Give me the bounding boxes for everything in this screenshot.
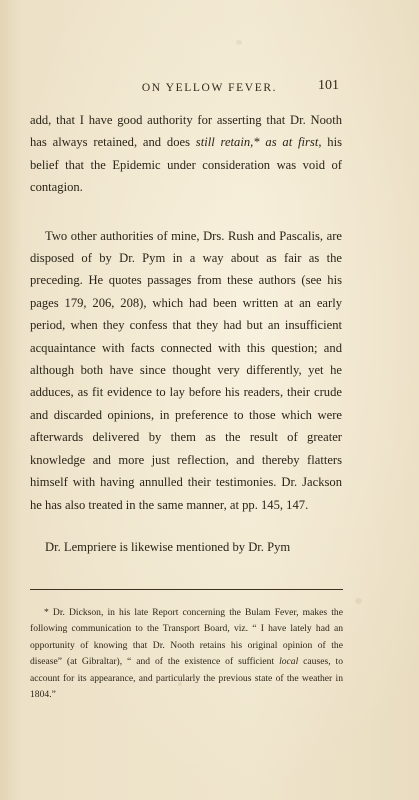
italic-phrase: as at	[259, 135, 299, 150]
paragraph-text: add, that I have good authority for asserting that Dr. Nooth has always retained, and does	[30, 113, 342, 150]
foxing-spot	[236, 40, 242, 45]
footnote-text	[30, 605, 343, 703]
italic-phrase: first,	[298, 135, 322, 150]
page-header	[0, 78, 419, 98]
footnote-text-part: causes, to account for its appearance, and particularly the previous state of the weather in 1804.”	[30, 656, 343, 701]
paragraph-text: his belief that the Epidemic under consideration was void of contagion.	[30, 135, 342, 195]
paragraph: Dr. Lempriere is likewise mentioned by Dr. Pym	[45, 539, 291, 554]
running-head: ON YELLOW FEVER.	[141, 82, 278, 94]
footnote	[30, 605, 343, 703]
page-number: 101	[318, 78, 339, 93]
footnote-rule	[30, 589, 343, 590]
italic-phrase: local	[279, 656, 299, 668]
body-text	[30, 109, 342, 558]
italic-phrase: still retain,*	[195, 135, 260, 150]
paragraph: Two other authorities of mine, Drs. Rush and Pascalis, are disposed of by Dr. Pym in a way about as fair as the preceding. He quotes passages from these authors (see his pages 179, 206, 208), which had been written at an early period, when they confess that they had but an insufficient acquaintance with facts connected with this question; and although both have since thought very differently, yet he adduces, as fit evidence to lay before his readers, their crude and discarded opinions, in preference to those which were afterwards delivered by them as the result of greater knowledge and more just reflection, and thereby flatters himself with having annulled their testimonies. Dr. Jackson he has also treated in the same manner, at pp. 145, 147.	[30, 228, 342, 512]
foxing-spot	[355, 598, 362, 604]
footnote-text-part: * Dr. Dickson, in his late Report concerning the Bulam Fever, makes the following communication to the Transport Board, viz. “ I have lately had an opportunity of knowing that Dr. Nooth retains his original opinion of the disease” (at Gibraltar), “ and of the existence of sufficient	[30, 607, 343, 668]
paragraph-continuation	[30, 109, 342, 199]
